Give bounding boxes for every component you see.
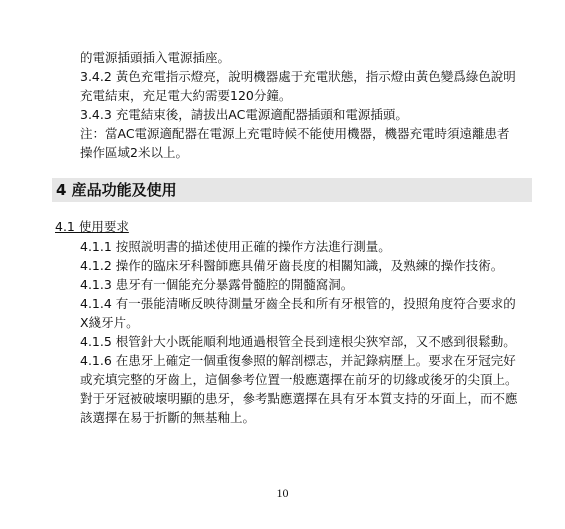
requirement-item: 4.1.2 操作的臨床牙科醫師應具備牙齒長度的相關知識，及熟練的操作技術。 <box>80 258 504 273</box>
page-number: 10 <box>276 486 289 500</box>
top-text-block <box>80 48 520 162</box>
paragraph-3-4-2: 3.4.2 黃色充電指示燈亮，說明機器處于充電狀態，指示燈由黃色變爲綠色說明充電結束，充足電大約需要120分鐘。 <box>80 69 516 103</box>
requirement-item: 4.1.4 有一張能清晰反映待測量牙齒全長和所有牙根管的，投照角度符合要求的X綫牙片。 <box>80 296 516 330</box>
subsection-title: 4.1 使用要求 <box>55 219 129 234</box>
requirement-item: 4.1.5 根管針大小既能順利地通過根管全長到達根尖狹窄部，又不感到很鬆動。 <box>80 334 516 349</box>
paragraph-continuation: 的電源插頭插入電源插座。 <box>80 50 231 65</box>
section-title: 4 産品功能及使用 <box>56 181 177 199</box>
paragraph-note: 注：當AC電源適配器在電源上充電時候不能使用機器，機器充電時須遠離患者操作區域2米以上。 <box>80 126 510 160</box>
requirements-list <box>80 237 520 427</box>
requirement-item: 4.1.1 按照説明書的描述使用正確的操作方法進行測量。 <box>80 239 391 254</box>
requirement-item: 4.1.6 在患牙上確定一個重復參照的解剖標志，并記錄病歷上。要求在牙冠完好或充填完整的牙齒上，這個參考位置一般應選擇在前牙的切緣或後牙的尖頂上。對于牙冠被破壞明顯的患牙，參考點應選擇在具有牙本質支持的牙面上，而不應該選擇在易于折斷的無基釉上。 <box>80 353 518 425</box>
paragraph-3-4-3: 3.4.3 充電結束後，請拔出AC電源適配器插頭和電源插頭。 <box>80 107 408 122</box>
requirement-item: 4.1.3 患牙有一個能充分暴露骨髓腔的開髓窩洞。 <box>80 277 354 292</box>
